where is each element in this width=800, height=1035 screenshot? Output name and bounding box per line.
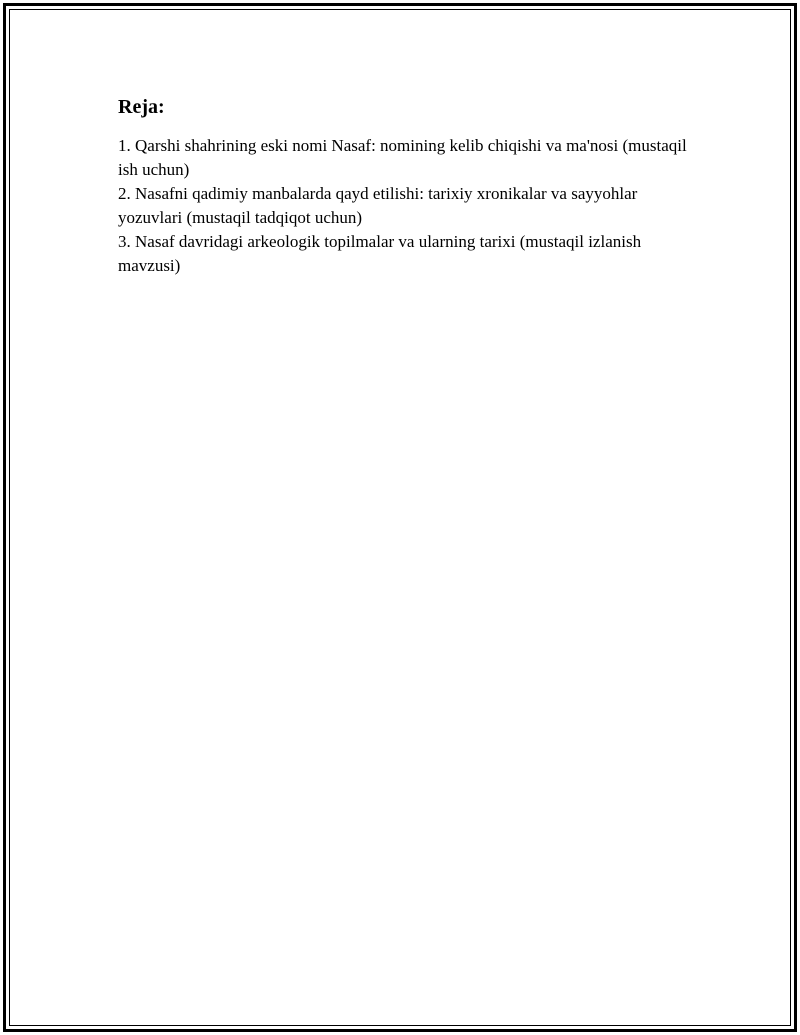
document-content xyxy=(118,94,698,278)
plan-item: 1. Qarshi shahrining eski nomi Nasaf: nomining kelib chiqishi va ma'nosi (mustaqil ish uchun) xyxy=(118,136,687,179)
plan-heading: Reja: xyxy=(118,96,165,118)
plan-item: 2. Nasafni qadimiy manbalarda qayd etilishi: tarixiy xronikalar va sayyohlar yozuvlari (mustaqil tadqiqot uchun) xyxy=(118,184,638,227)
plan-item: 3. Nasaf davridagi arkeologik topilmalar va ularning tarixi (mustaqil izlanish mavzusi) xyxy=(118,232,642,275)
plan-list xyxy=(118,134,698,278)
